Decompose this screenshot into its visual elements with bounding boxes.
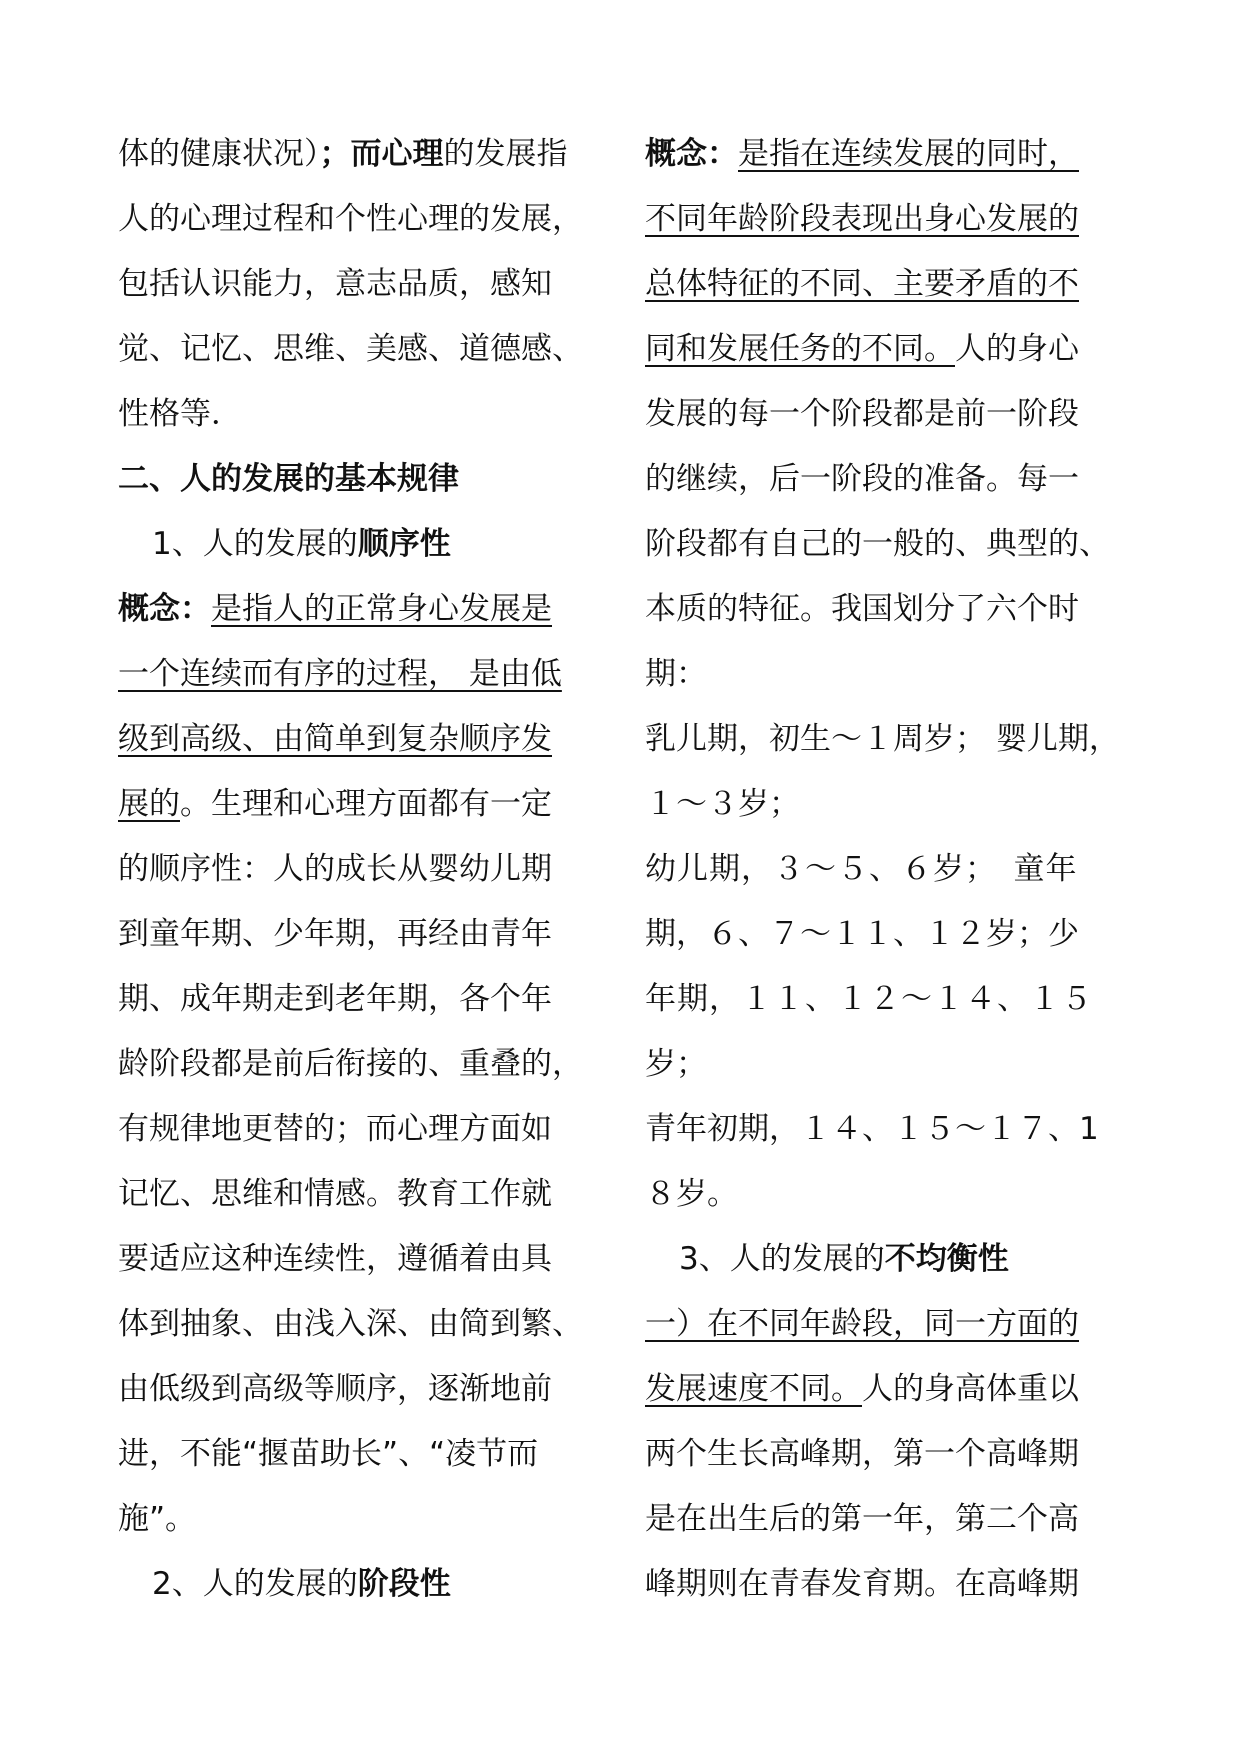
subsection-heading-stage: 2、人的发展的阶段性 — [152, 1566, 451, 1602]
text-line: 乳儿期，初生～１周岁； 婴儿期， — [645, 721, 1120, 757]
left-column — [118, 122, 618, 1617]
concept-line: 一个连续而有序的过程， 是由低 — [118, 656, 562, 692]
text-line: 青年初期，１４、１５～１７、1 — [645, 1111, 1099, 1147]
text-line: 有规律地更替的；而心理方面如 — [118, 1111, 552, 1147]
text-line: 觉、记忆、思维、美感、道德感、 — [118, 331, 583, 367]
text-line: 由低级到高级等顺序，逐渐地前 — [118, 1371, 552, 1407]
text-line: 记忆、思维和情感。教育工作就 — [118, 1176, 552, 1212]
text-line: 龄阶段都是前后衔接的、重叠的， — [118, 1046, 583, 1082]
concept-label: 概念： — [118, 591, 211, 627]
right-column — [645, 122, 1160, 1617]
text-line: 期： — [645, 656, 707, 692]
section-heading: 二、人的发展的基本规律 — [118, 461, 459, 497]
concept-line: 概念：是指在连续发展的同时， — [645, 136, 1079, 172]
concept-line: 总体特征的不同、主要矛盾的不 — [645, 266, 1079, 302]
text-line: 包括认识能力，意志品质，感知 — [118, 266, 552, 302]
text-line: 阶段都有自己的一般的、典型的、 — [645, 526, 1110, 562]
text-line: 性格等． — [118, 396, 242, 432]
text-line: 发展速度不同。人的身高体重以 — [645, 1371, 1079, 1407]
text-line: 进，不能“揠苗助长”、“凌节而 — [118, 1436, 539, 1472]
text-line: 体到抽象、由浅入深、由简到繁、 — [118, 1306, 583, 1342]
concept-line: 展的。生理和心理方面都有一定 — [118, 786, 552, 822]
text-line: 施”。 — [118, 1501, 197, 1537]
text-line: 发展的每一个阶段都是前一阶段 — [645, 396, 1079, 432]
text-line: 人的心理过程和个性心理的发展， — [118, 201, 583, 237]
text-line: ８岁。 — [645, 1176, 738, 1212]
text-line: 是在出生后的第一年，第二个高 — [645, 1501, 1079, 1537]
concept-line: 概念：是指人的正常身心发展是 — [118, 591, 552, 627]
text-line: 期、成年期走到老年期，各个年 — [118, 981, 552, 1017]
concept-line: 级到高级、由简单到复杂顺序发 — [118, 721, 552, 757]
text-line: 峰期则在青春发育期。在高峰期 — [645, 1566, 1079, 1602]
text-line: 期，６、７～１１、１２岁；少 — [645, 916, 1079, 952]
text-line: 要适应这种连续性，遵循着由具 — [118, 1241, 552, 1277]
text-line: 幼儿期，３～５、６岁； 童年 — [645, 851, 1078, 887]
text-line: 体的健康状况）；而心理的发展指 — [118, 136, 568, 172]
text-line: 本质的特征。我国划分了六个时 — [645, 591, 1079, 627]
concept-label: 概念： — [645, 136, 738, 172]
subsection-heading-imbalance: 3、人的发展的不均衡性 — [679, 1241, 1009, 1277]
text-line: 两个生长高峰期，第一个高峰期 — [645, 1436, 1079, 1472]
text-line: 年期，１１、１２～１４、１５ — [645, 981, 1093, 1017]
text-line: 一）在不同年龄段，同一方面的 — [645, 1306, 1079, 1342]
concept-line: 不同年龄阶段表现出身心发展的 — [645, 201, 1079, 237]
text-line: 岁； — [645, 1046, 707, 1082]
concept-line: 同和发展任务的不同。人的身心 — [645, 331, 1079, 367]
text-line: 的继续，后一阶段的准备。每一 — [645, 461, 1079, 497]
subsection-heading-order: 1、人的发展的顺序性 — [152, 526, 451, 562]
text-line: 的顺序性：人的成长从婴幼儿期 — [118, 851, 552, 887]
text-line: １～３岁； — [645, 786, 800, 822]
text-line: 到童年期、少年期，再经由青年 — [118, 916, 552, 952]
